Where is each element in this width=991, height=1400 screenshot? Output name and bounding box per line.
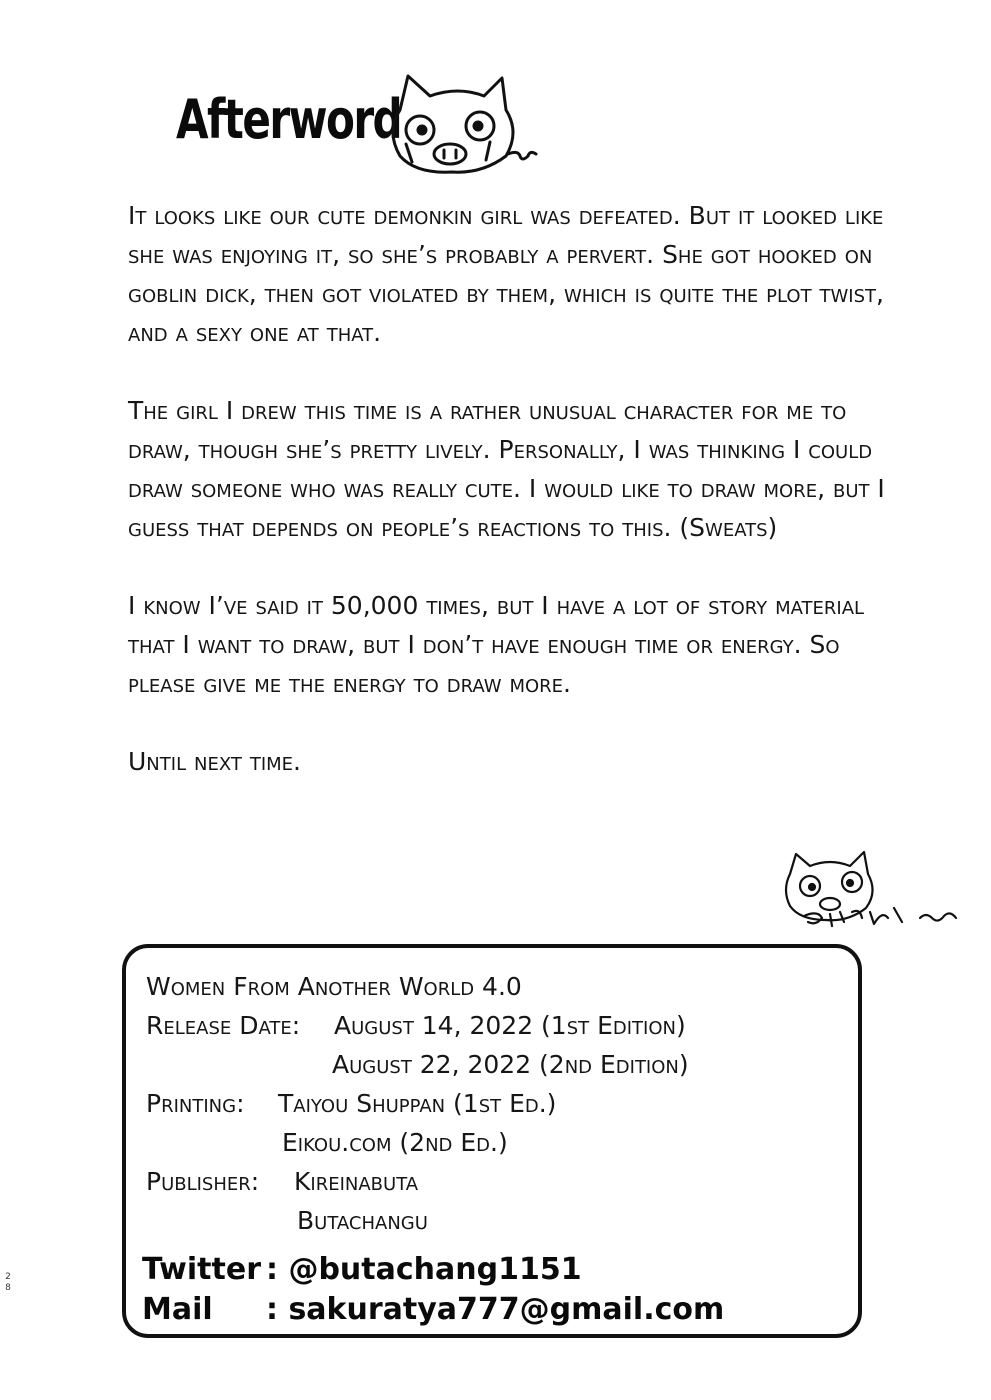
twitter-label: Twitter [142, 1252, 261, 1287]
mail-address: : sakuratya777@gmail.com [266, 1292, 725, 1327]
publisher-2: Butachangu [297, 1206, 428, 1235]
signature-pig-icon [770, 838, 970, 948]
publisher-label: Publisher: [146, 1167, 260, 1196]
page-number-text: 28 [5, 1272, 11, 1293]
release-date-2: August 22, 2022 (2nd Edition) [332, 1050, 689, 1079]
afterword-body [128, 196, 908, 820]
mail-label: Mail [142, 1292, 213, 1327]
printing-2: Eikou.com (2nd Ed.) [282, 1128, 508, 1157]
release-date-1: August 14, 2022 (1st Edition) [334, 1011, 686, 1040]
work-title: Women From Another World 4.0 [146, 972, 522, 1001]
release-date-label: Release Date: [146, 1011, 301, 1040]
paragraph: It looks like our cute demonkin girl was defeated. But it looked like she was enjoying it, so she’s probably a pervert. She got hooked on goblin dick, then got violated by them, which is quite the plot twist, and a sexy one at that. [128, 201, 884, 347]
page-title: Afterword [176, 88, 402, 151]
twitter-handle: : @butachang1151 [266, 1252, 582, 1287]
pig-mascot-icon [378, 70, 548, 180]
paragraph: I know I’ve said it 50,000 times, but I have a lot of story material that I want to draw, but I don’t have enough time or energy. So please give me the energy to draw more. [128, 591, 865, 698]
printing-label: Printing: [146, 1089, 245, 1118]
paragraph: The girl I drew this time is a rather unusual character for me to draw, though she’s pretty lively. Personally, I was thinking I could draw someone who was really cute. I would like to draw more, but I guess that depends on people’s reactions to this. (Sweats) [128, 396, 885, 542]
page-number [3, 1272, 13, 1294]
printing-1: Taiyou Shuppan (1st Ed.) [278, 1089, 557, 1118]
paragraph: Until next time. [128, 747, 301, 776]
publisher-1: Kireinabuta [294, 1167, 419, 1196]
